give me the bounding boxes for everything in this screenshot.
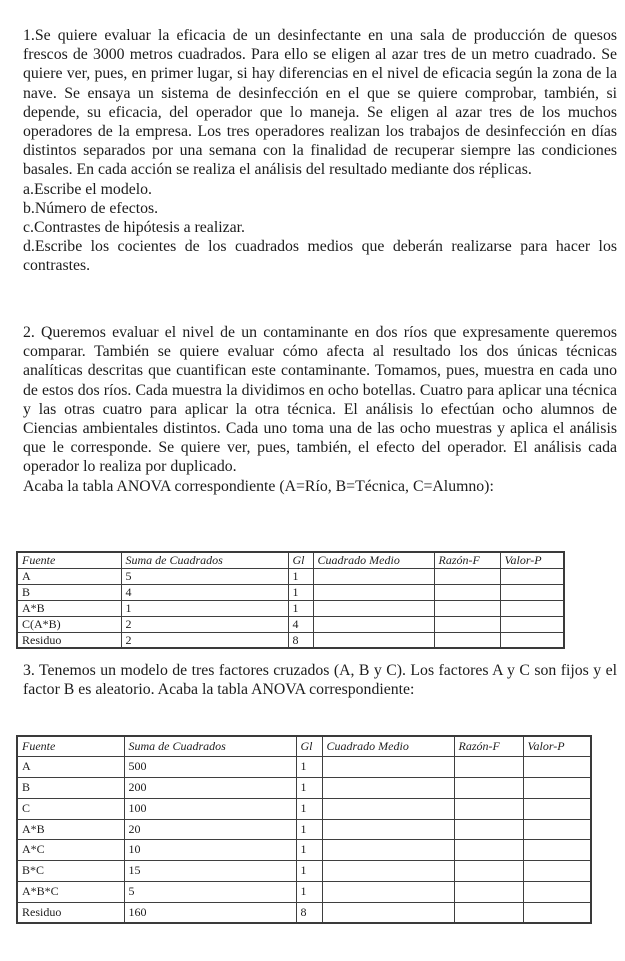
empty-cell — [454, 819, 523, 840]
problem-2-block — [23, 323, 617, 496]
empty-cell — [454, 861, 523, 882]
column-header: Suma de Cuadrados — [121, 552, 288, 568]
empty-cell — [322, 819, 454, 840]
table-row — [17, 757, 591, 778]
data-cell: 1 — [296, 819, 322, 840]
problem-2-paragraph: 2. Queremos evaluar el nivel de un contaminante en dos ríos que expresamente queremos comparar. También se quiere evaluar cómo afecta al resultado los dos únicas técnicas analíticas descritas que cuantifican este contaminante. Tomamos, pues, muestra en cada uno de estos dos ríos. Cada muestra la dividimos en ocho botellas. Cuatro para aplicar una técnica y las otras cuatro para aplicar la otra técnica. El análisis lo efectúan ocho alumnos de Ciencias ambientales distintos. Cada uno toma una de las ocho muestras y aplica el análisis que le corresponde. Se quiere ver, pues, también, el efecto del operador. El análisis cada operador lo realiza por duplicado. — [23, 324, 617, 476]
empty-cell — [500, 568, 564, 584]
column-header: Razón-F — [454, 736, 523, 757]
data-cell: 1 — [296, 840, 322, 861]
column-header: Valor-P — [523, 736, 591, 757]
table-row — [17, 798, 591, 819]
problem-2-table-caption: Acaba la tabla ANOVA correspondiente (A=Río, B=Técnica, C=Alumno): — [23, 477, 494, 495]
data-cell: Residuo — [17, 902, 124, 923]
data-cell: A — [17, 757, 124, 778]
table-header-row — [17, 736, 591, 757]
data-cell: 2 — [121, 632, 288, 648]
data-cell: 5 — [124, 882, 296, 903]
problem-3-paragraph: 3. Tenemos un modelo de tres factores cruzados (A, B y C). Los factores A y C son fijos y el factor B es aleatorio. Acaba la tabla ANOVA correspondiente: — [23, 662, 617, 699]
empty-cell — [322, 840, 454, 861]
data-cell: 20 — [124, 819, 296, 840]
table-row — [17, 600, 564, 616]
table-row — [17, 902, 591, 923]
data-cell: 1 — [296, 861, 322, 882]
column-header: Razón-F — [434, 552, 500, 568]
empty-cell — [322, 861, 454, 882]
empty-cell — [523, 861, 591, 882]
empty-cell — [523, 819, 591, 840]
column-header: Cuadrado Medio — [313, 552, 434, 568]
data-cell: 1 — [288, 568, 313, 584]
column-header: Fuente — [17, 736, 124, 757]
data-cell: C(A*B) — [17, 616, 121, 632]
empty-cell — [454, 757, 523, 778]
column-header: Gl — [288, 552, 313, 568]
empty-cell — [322, 882, 454, 903]
empty-cell — [523, 840, 591, 861]
data-cell: 5 — [121, 568, 288, 584]
data-cell: 8 — [296, 902, 322, 923]
empty-cell — [454, 778, 523, 799]
data-cell: 15 — [124, 861, 296, 882]
table-row — [17, 778, 591, 799]
empty-cell — [500, 616, 564, 632]
table-row — [17, 632, 564, 648]
empty-cell — [454, 840, 523, 861]
empty-cell — [322, 902, 454, 923]
problem-1-item-a: a.Escribe el modelo. — [23, 180, 152, 198]
problem-1-block — [23, 26, 617, 276]
column-header: Valor-P — [500, 552, 564, 568]
table-row — [17, 819, 591, 840]
data-cell: 1 — [121, 600, 288, 616]
empty-cell — [434, 584, 500, 600]
data-cell: A*B — [17, 819, 124, 840]
column-header: Gl — [296, 736, 322, 757]
problem-1-paragraph: 1.Se quiere evaluar la eficacia de un desinfectante en una sala de producción de quesos frescos de 3000 metros cuadrados. Para ello se eligen al azar tres de un metro cuadrado. Se quiere ver, pues, en primer lugar, si hay diferencias en el nivel de eficacia según la zona de la nave. Se ensaya un sistema de desinfección en el que se quiere comprobar, también, si depende, su eficacia, del operador que lo maneja. Se eligen al azar tres de los muchos operadores de la empresa. Los tres operadores realizan los trabajos de desinfección en días distintos separados por una semana con la finalidad de recuperar siempre las condiciones basales. En cada acción se realiza el análisis del resultado mediante dos réplicas. — [23, 27, 617, 179]
data-cell: 4 — [121, 584, 288, 600]
empty-cell — [322, 757, 454, 778]
data-cell: 4 — [288, 616, 313, 632]
data-cell: 200 — [124, 778, 296, 799]
data-cell: Residuo — [17, 632, 121, 648]
data-cell: B — [17, 584, 121, 600]
empty-cell — [523, 798, 591, 819]
data-cell: 1 — [288, 600, 313, 616]
data-cell: C — [17, 798, 124, 819]
data-cell: 1 — [296, 757, 322, 778]
data-cell: A*B*C — [17, 882, 124, 903]
empty-cell — [322, 778, 454, 799]
data-cell: 8 — [288, 632, 313, 648]
data-cell: 1 — [296, 778, 322, 799]
column-header: Fuente — [17, 552, 121, 568]
data-cell: 1 — [288, 584, 313, 600]
table-row — [17, 882, 591, 903]
data-cell: 1 — [296, 882, 322, 903]
empty-cell — [434, 568, 500, 584]
empty-cell — [523, 882, 591, 903]
problem-1-item-b: b.Número de efectos. — [23, 199, 159, 217]
empty-cell — [500, 584, 564, 600]
empty-cell — [500, 632, 564, 648]
data-cell: A*B — [17, 600, 121, 616]
empty-cell — [454, 798, 523, 819]
empty-cell — [500, 600, 564, 616]
empty-cell — [434, 600, 500, 616]
empty-cell — [313, 584, 434, 600]
data-cell: 100 — [124, 798, 296, 819]
table-row — [17, 568, 564, 584]
data-cell: 10 — [124, 840, 296, 861]
empty-cell — [313, 632, 434, 648]
empty-cell — [322, 798, 454, 819]
empty-cell — [454, 882, 523, 903]
table-row — [17, 584, 564, 600]
column-header: Cuadrado Medio — [322, 736, 454, 757]
empty-cell — [313, 568, 434, 584]
data-cell: 500 — [124, 757, 296, 778]
problem-1-item-c: c.Contrastes de hipótesis a realizar. — [23, 219, 245, 237]
data-cell: A — [17, 568, 121, 584]
data-cell: 160 — [124, 902, 296, 923]
empty-cell — [523, 778, 591, 799]
table-row — [17, 616, 564, 632]
column-header: Suma de Cuadrados — [124, 736, 296, 757]
problem-1-item-d: d.Escribe los cocientes de los cuadrados medios que deberán realizarse para hacer los contrastes. — [23, 238, 617, 275]
table-header-row — [17, 552, 564, 568]
empty-cell — [454, 902, 523, 923]
data-cell: B — [17, 778, 124, 799]
table-row — [17, 840, 591, 861]
empty-cell — [523, 902, 591, 923]
problem-3-block — [23, 661, 617, 699]
empty-cell — [523, 757, 591, 778]
empty-cell — [434, 632, 500, 648]
empty-cell — [313, 616, 434, 632]
data-cell: 2 — [121, 616, 288, 632]
table-row — [17, 861, 591, 882]
anova-table-problem-2 — [16, 551, 565, 649]
empty-cell — [313, 600, 434, 616]
data-cell: 1 — [296, 798, 322, 819]
anova-table-problem-3 — [16, 735, 592, 924]
empty-cell — [434, 616, 500, 632]
data-cell: A*C — [17, 840, 124, 861]
data-cell: B*C — [17, 861, 124, 882]
